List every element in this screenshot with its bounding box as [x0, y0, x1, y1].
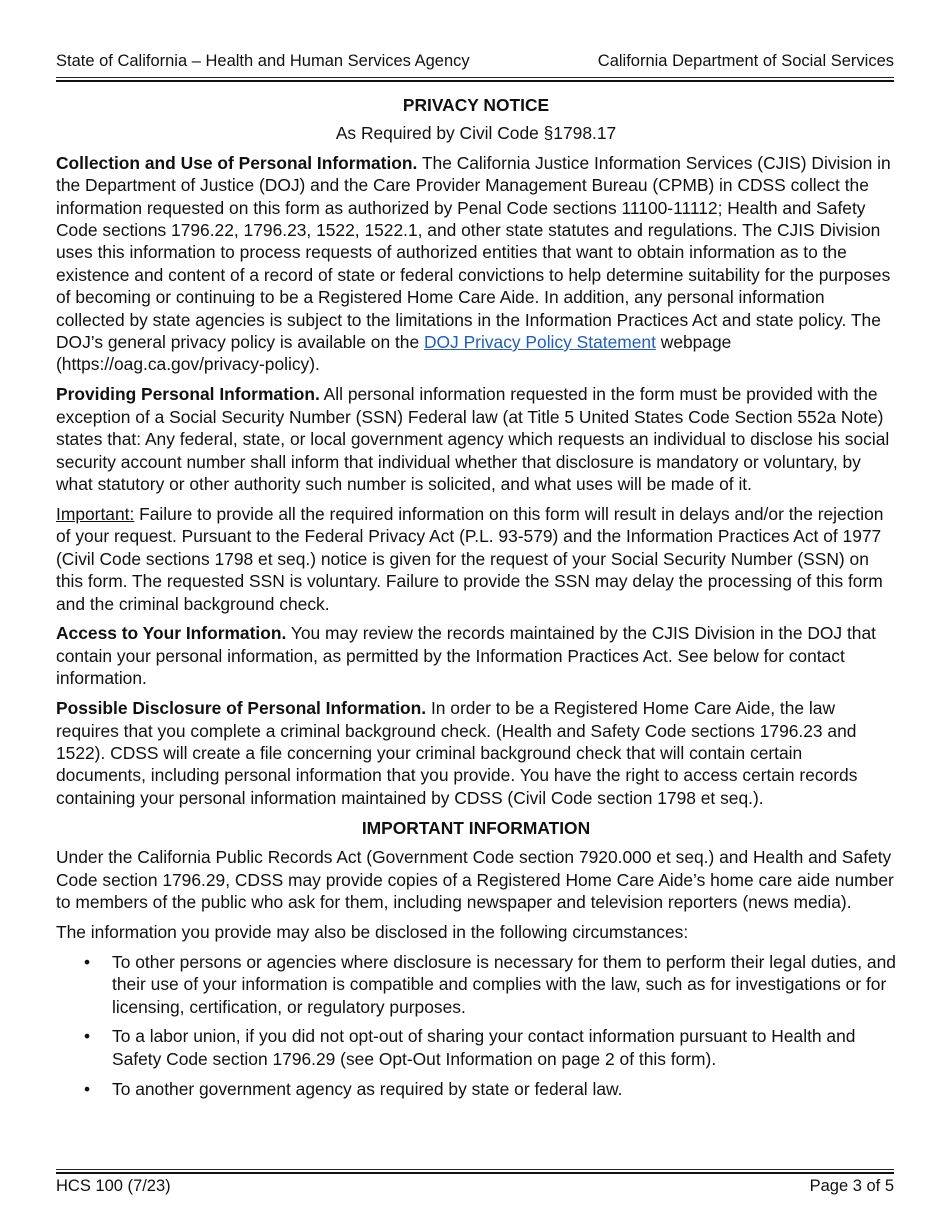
- list-item: [56, 1025, 896, 1070]
- page-header: [56, 52, 894, 71]
- access-text: You may review the records maintained by the CJIS Division in the DOJ that contain your personal information, as permitted by the Information Practices Act. See below for contact information.: [56, 623, 876, 689]
- footer-rule-thin: [56, 1169, 894, 1170]
- header-agency: State of California – Health and Human Services Agency: [56, 52, 470, 70]
- providing-text: All personal information requested in the form must be provided with the exception of a Social Security Number (SSN) Federal law (at Title 5 United States Code Section 552a Note) states that: Any federal, state, or local government agency which requests an individual to disclose his social security account number shall inform that individual whether that disclosure is mandatory or voluntary, by what statutory or other authority such number is solicited, and what uses will be made of it.: [56, 384, 890, 494]
- doj-privacy-policy-link[interactable]: DOJ Privacy Policy Statement: [423, 332, 656, 353]
- header-rule-thick: [56, 80, 894, 82]
- disclosure-paragraph: [56, 697, 896, 809]
- collection-text-after: webpage (https://oag.ca.gov/privacy-policy).: [56, 332, 732, 375]
- collection-paragraph: [56, 152, 896, 376]
- bullet-icon: •: [84, 1078, 91, 1099]
- page-footer: [56, 1177, 894, 1196]
- page-number: Page 3 of 5: [809, 1177, 894, 1195]
- list-item-text: To another government agency as required by state or federal law.: [112, 1078, 623, 1099]
- header-department: California Department of Social Services: [597, 52, 894, 70]
- list-item: [56, 1078, 896, 1100]
- collection-heading: Collection and Use of Personal Information.: [56, 152, 418, 173]
- important-info-heading: IMPORTANT INFORMATION: [361, 817, 591, 838]
- header-rule-thin: [56, 77, 894, 78]
- circumstances-intro: The information you provide may also be disclosed in the following circumstances:: [56, 921, 689, 942]
- access-heading: Access to Your Information.: [56, 623, 287, 644]
- bullet-icon: •: [84, 951, 91, 972]
- important-paragraph: [56, 503, 896, 615]
- document-body: [56, 94, 896, 1108]
- page-subtitle: As Required by Civil Code §1798.17: [335, 123, 617, 144]
- list-item-text: To other persons or agencies where disclosure is necessary for them to perform their legal duties, and their use of your information is compatible and complies with the law, such as for investigations or for licensing, certification, or regulatory purposes.: [112, 951, 896, 1017]
- providing-heading: Providing Personal Information.: [56, 384, 320, 405]
- public-records-paragraph: Under the California Public Records Act (Government Code section 7920.000 et seq.) and Health and Safety Code section 1796.29, CDSS may provide copies of a Registered Home Care Aide’s home care aide number to members of the public who ask for them, including newspaper and television reporters (news media).: [56, 847, 894, 912]
- form-number: HCS 100 (7/23): [56, 1177, 171, 1195]
- providing-paragraph: [56, 383, 896, 495]
- disclosure-text: In order to be a Registered Home Care Aide, the law requires that you complete a criminal background check. (Health and Safety Code sections 1796.23 and 1522). CDSS will create a file concerning your criminal background check that will contain certain documents, including personal information that you provide. You have the right to access certain records containing your personal information maintained by CDSS (Civil Code section 1798 et seq.).: [56, 698, 858, 808]
- list-item: [56, 951, 896, 1018]
- disclosure-heading: Possible Disclosure of Personal Information.: [56, 698, 427, 719]
- important-text: Failure to provide all the required information on this form will result in delays and/or the rejection of your request. Pursuant to the Federal Privacy Act (P.L. 93-579) and the Information Practices Act of 1977 (Civil Code sections 1798 et seq.) notice is given for the request of your Social Security Number (SSN) on this form. The requested SSN is voluntary. Failure to provide the SSN may delay the processing of this form and the criminal background check.: [56, 503, 884, 614]
- list-item-text: To a labor union, if you did not opt-out of sharing your contact information pursuant to Health and Safety Code section 1796.29 (see Opt-Out Information on page 2 of this form).: [112, 1026, 856, 1069]
- footer-rule-thick: [56, 1172, 894, 1174]
- access-paragraph: [56, 622, 896, 689]
- bullet-icon: •: [84, 1026, 91, 1047]
- page-title: PRIVACY NOTICE: [402, 95, 550, 115]
- circumstances-list: [56, 951, 896, 1100]
- collection-text: The California Justice Information Services (CJIS) Division in the Department of Justice (DOJ) and the Care Provider Management Bureau (CPMB) in CDSS collect the information requested on this form as authorized by Penal Code sections 11100-11112; Health and Safety Code sections 1796.22, 1796.23, 1522, 1522.1, and other state statutes and regulations. The CJIS Division uses this information to process requests of authorized entities that want to obtain information as to the existence and content of a record of state or federal convictions to help determine suitability for the purposes of becoming or continuing to be a Registered Home Care Aide. In addition, any personal information collected by state agencies is subject to the limitations in the Information Practices Act and state policy. The DOJ’s general privacy policy is available on the: [56, 152, 891, 353]
- important-heading: Important:: [56, 503, 135, 524]
